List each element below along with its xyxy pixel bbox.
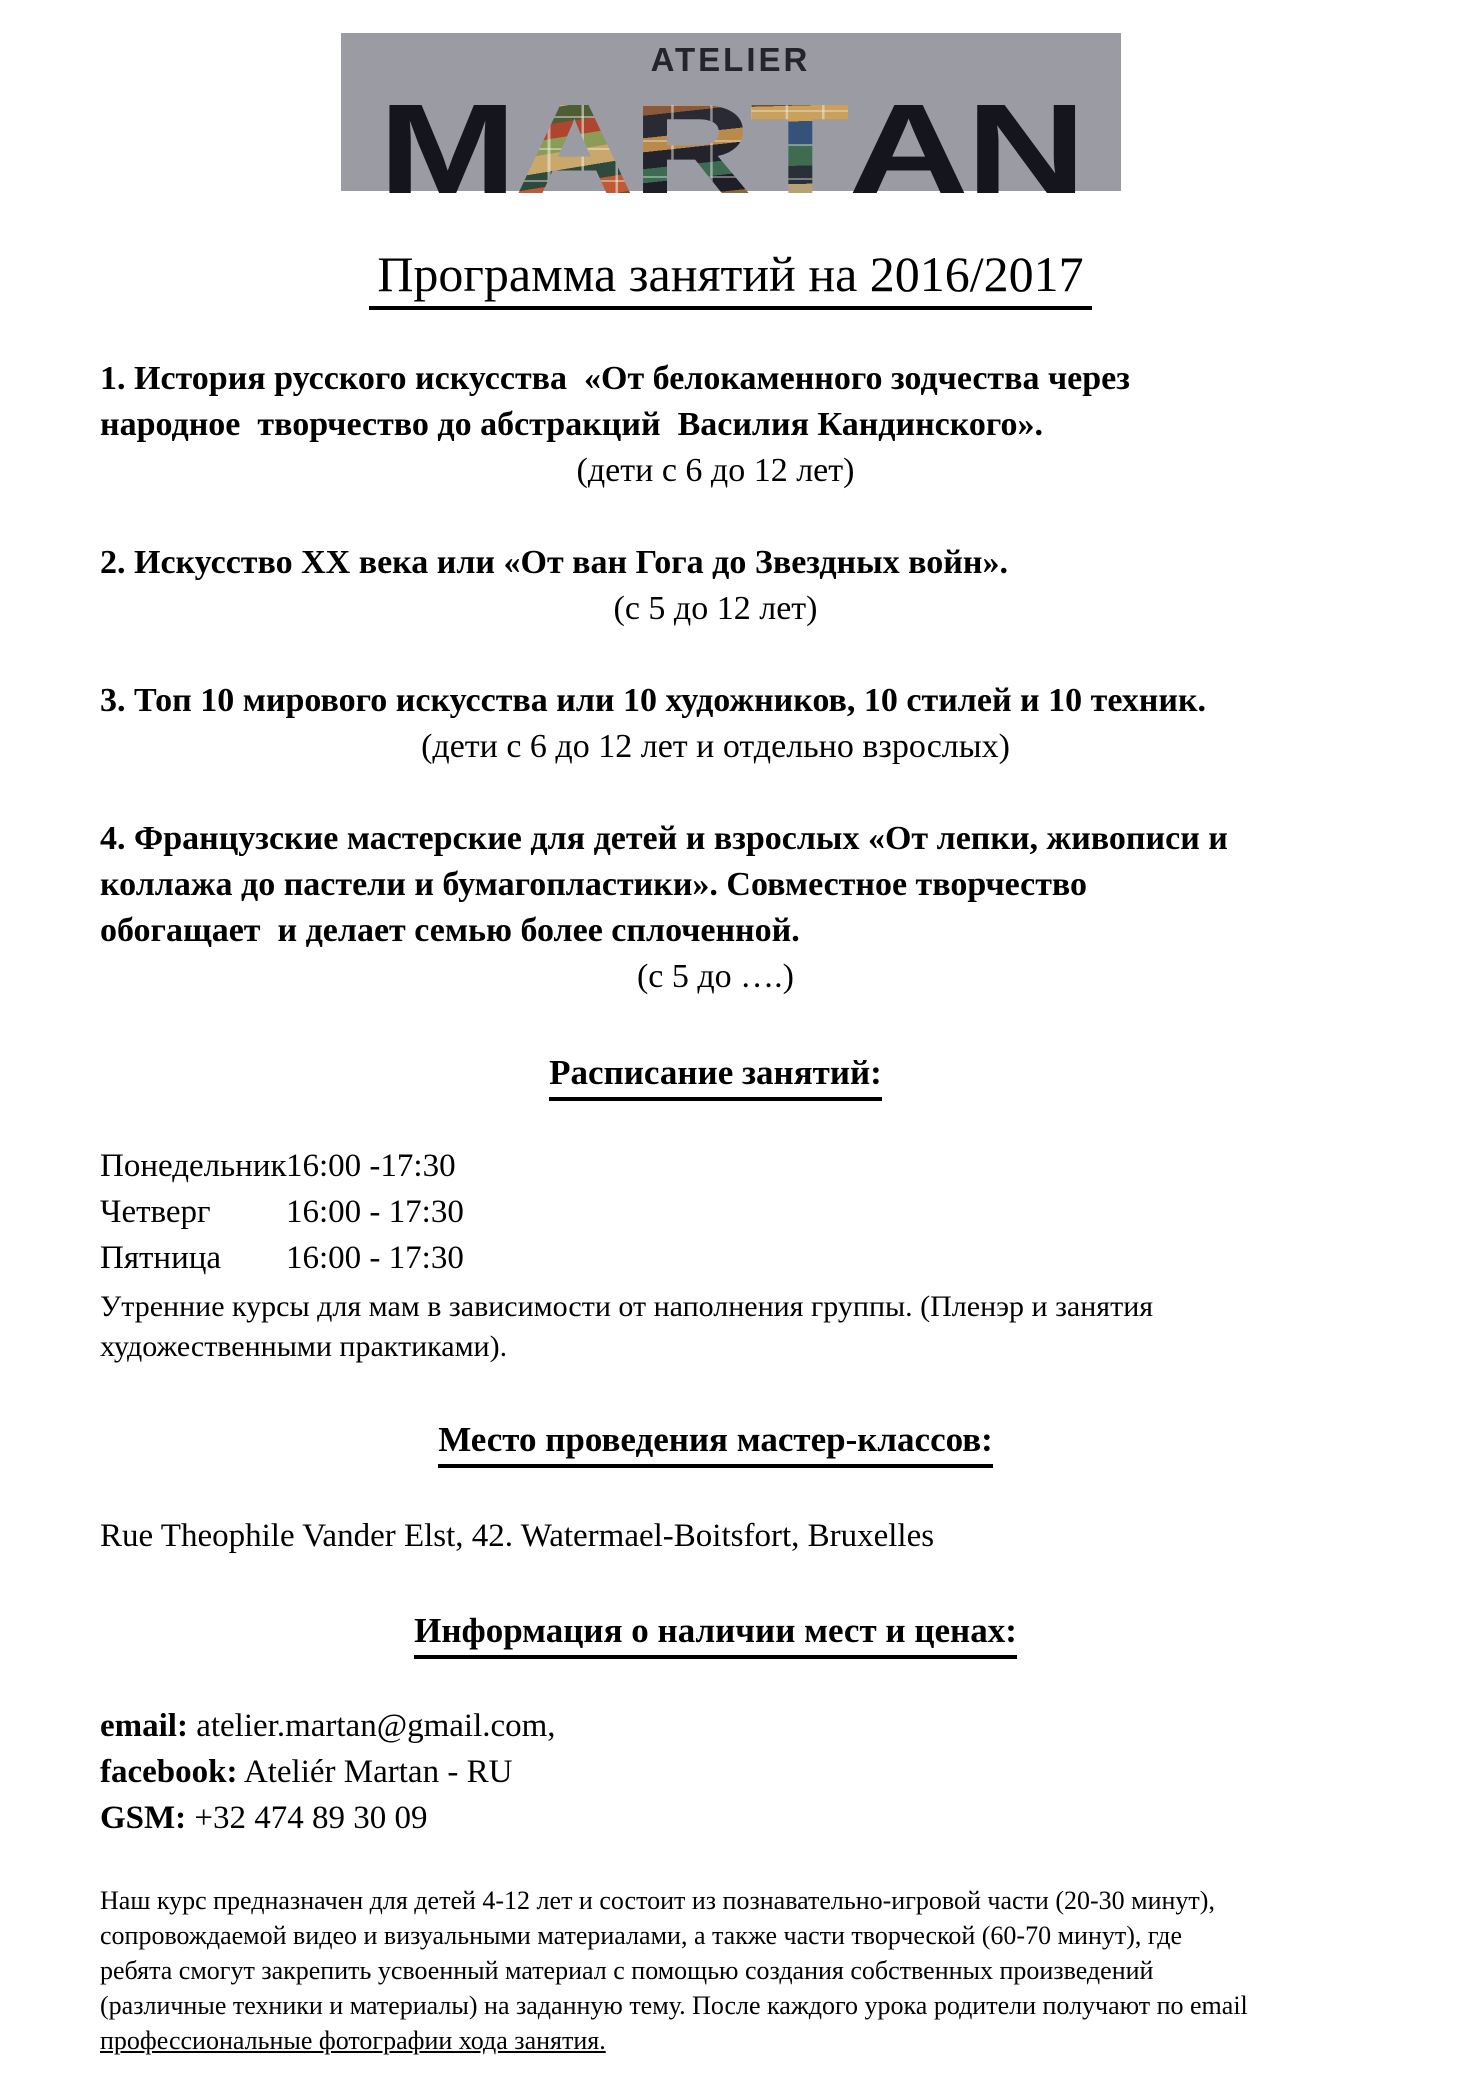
program-item-4 xyxy=(100,816,1331,1000)
program-title-line: 4. Французские мастерские для детей и взрослых «От лепки, живописи и xyxy=(100,820,1228,857)
program-item-2 xyxy=(100,540,1331,632)
contact-gsm-value: +32 474 89 30 09 xyxy=(186,1800,428,1836)
morning-courses-note xyxy=(100,1287,1331,1367)
page-title xyxy=(0,247,1461,310)
program-audience: (дети с 6 до 12 лет) xyxy=(576,452,855,489)
program-item-1 xyxy=(100,356,1331,494)
program-item-3 xyxy=(100,678,1331,770)
course-description-underlined-line: профессиональные фотографии хода занятия. xyxy=(100,2026,606,2055)
schedule-row-thursday xyxy=(100,1189,1331,1235)
program-audience: (с 5 до 12 лет) xyxy=(613,590,818,627)
program-title-line: обогащает и делает семью более сплоченной. xyxy=(100,912,800,949)
schedule-row-friday xyxy=(100,1235,1331,1281)
contact-email-value: atelier.martan@gmail.com, xyxy=(187,1708,556,1744)
schedule-table xyxy=(100,1143,1331,1281)
program-audience: (с 5 до ….) xyxy=(636,958,795,995)
schedule-row-monday xyxy=(100,1143,1331,1189)
course-description-line: ребята смогут закрепить усвоенный материал с помощью создания собственных произведений xyxy=(100,1956,1154,1985)
course-description-paragraph xyxy=(100,1883,1331,2058)
course-description-line: Наш курс предназначен для детей 4-12 лет и состоит из познавательно-игровой части (20-30 минут), xyxy=(100,1886,1215,1915)
course-description-line: (различные техники и материалы) на заданную тему. После каждого урока родители получают по email xyxy=(100,1991,1248,2020)
contact-facebook xyxy=(100,1749,1331,1795)
program-audience: (дети с 6 до 12 лет и отдельно взрослых) xyxy=(421,728,1010,765)
schedule-heading xyxy=(100,1052,1331,1101)
morning-courses-note-line: Утренние курсы для мам в зависимости от наполнения группы. (Пленэр и занятия xyxy=(100,1290,1154,1323)
program-title-line: 1. История русского искусства «От белокаменного зодчества через xyxy=(100,360,1130,397)
program-title-line: народное творчество до абстракций Василия Кандинского». xyxy=(100,406,1043,443)
logo-letter-r-collage: R xyxy=(631,78,749,221)
schedule-heading-text: Расписание занятий: xyxy=(549,1052,882,1101)
logo-letter-a: A xyxy=(848,78,966,221)
logo-letter-t-collage: T xyxy=(748,78,849,221)
content-column xyxy=(0,356,1461,2058)
program-title-line: 3. Топ 10 мирового искусства или 10 художников, 10 стилей и 10 техник. xyxy=(100,682,1207,719)
schedule-time: 16:00 -17:30 xyxy=(286,1148,456,1184)
schedule-time: 16:00 - 17:30 xyxy=(286,1240,464,1276)
contact-facebook-value: Ateliér Martan - RU xyxy=(237,1754,513,1790)
info-heading-text: Информация о наличии мест и ценах: xyxy=(414,1610,1017,1659)
schedule-day: Понедельник xyxy=(100,1148,287,1184)
program-title-line: 2. Искусство XX века или «От ван Гога до Звездных войн». xyxy=(100,544,1008,581)
atelier-martan-logo xyxy=(341,33,1121,221)
contact-list xyxy=(100,1703,1331,1841)
program-title-line: коллажа до пастели и бумагопластики». Совместное творчество xyxy=(100,866,1088,903)
contact-email xyxy=(100,1703,1331,1749)
location-heading xyxy=(100,1419,1331,1468)
schedule-day: Пятница xyxy=(100,1240,222,1276)
location-heading-text: Место проведения мастер-классов: xyxy=(438,1419,993,1468)
page-title-text: Программа занятий на 2016/2017 xyxy=(369,247,1091,310)
morning-courses-note-line: художественными практиками). xyxy=(100,1330,508,1363)
info-heading xyxy=(100,1610,1331,1659)
schedule-time: 16:00 - 17:30 xyxy=(286,1194,464,1230)
flyer-page xyxy=(0,33,1461,2058)
schedule-day: Четверг xyxy=(100,1194,211,1230)
logo-letter-a-collage: A xyxy=(513,78,632,221)
course-description-line: сопровождаемой видео и визуальными материалами, а также части творческой (60-70 минут), где xyxy=(100,1921,1183,1950)
logo-letter-m: M xyxy=(377,78,514,221)
contact-gsm-label: GSM: xyxy=(100,1800,187,1836)
logo-letter-n: N xyxy=(965,78,1084,221)
contact-email-label: email: xyxy=(100,1708,188,1744)
logo-martan-wordmark xyxy=(224,78,1238,221)
contact-gsm xyxy=(100,1795,1331,1841)
logo-atelier-label: ATELIER xyxy=(650,41,811,78)
contact-facebook-label: facebook: xyxy=(100,1754,238,1790)
venue-address: Rue Theophile Vander Elst, 42. Watermael-Boitsfort, Bruxelles xyxy=(100,1518,935,1554)
